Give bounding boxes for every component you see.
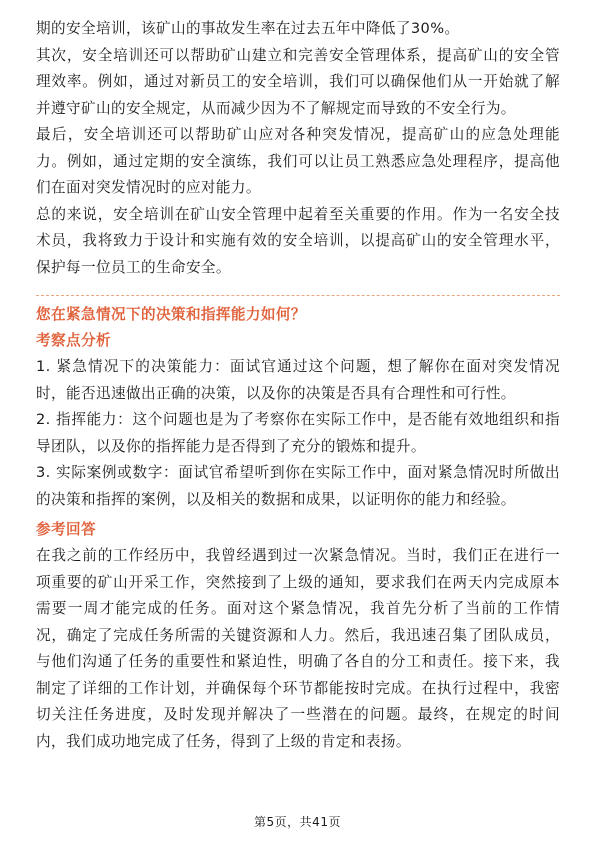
page-number-footer: 第5页，共41页: [254, 815, 341, 829]
document-page: [36, 16, 560, 755]
paragraph-conclusion: 总的来说，安全培训在矿山安全管理中起着至关重要的作用。作为一名安全技术员，我将致力于设计和实施有效的安全培训，以提高矿山的安全管理水平，保护每一位员工的生命安全。: [36, 205, 560, 276]
answer-label: 参考回答: [36, 521, 96, 538]
analysis-label: 考察点分析: [36, 332, 111, 349]
answer-paragraph: 在我之前的工作经历中，我曾经遇到过一次紧急情况。当时，我们正在进行一项重要的矿山开采工作，突然接到了上级的通知，要求我们在两天内完成原本需要一周才能完成的任务。面对这个紧急情况，我首先分析了当前的工作情况，确定了完成任务所需的关键资源和人力。然后，我迅速召集了团队成员，与他们沟通了任务的重要性和紧迫性，明确了各自的分工和责任。接下来，我制定了详细的工作计划，并确保每个环节都能按时完成。在执行过程中，我密切关注任务进度，及时发现并解决了一些潜在的问题。最终，在规定的时间内，我们成功地完成了任务，得到了上级的肯定和表扬。: [36, 547, 560, 750]
analysis-item-decision: 1. 紧急情况下的决策能力：面试官通过这个问题，想了解你在面对突发情况时，能否迅速做出正确的决策，以及你的决策是否具有合理性和可行性。: [36, 358, 560, 402]
question-heading: 您在紧急情况下的决策和指挥能力如何？: [36, 306, 306, 323]
analysis-item-command: 2. 指挥能力：这个问题也是为了考察你在实际工作中，是否能有效地组织和指导团队，以及你的指挥能力是否得到了充分的锻炼和提升。: [36, 411, 560, 455]
paragraph-management-system: 其次，安全培训还可以帮助矿山建立和完善安全管理体系，提高矿山的安全管理效率。例如，通过对新员工的安全培训，我们可以确保他们从一开始就了解并遵守矿山的安全规定，从而减少因为不了解规定而导致的不安全行为。: [36, 46, 560, 117]
analysis-item-cases: 3. 实际案例或数字：面试官希望听到你在实际工作中，面对紧急情况时所做出的决策和指挥的案例，以及相关的数据和成果，以证明你的能力和经验。: [36, 464, 560, 508]
paragraph-emergency-handling: 最后，安全培训还可以帮助矿山应对各种突发情况，提高矿山的应急处理能力。例如，通过定期的安全演练，我们可以让员工熟悉应急处理程序，提高他们在面对突发情况时的应对能力。: [36, 126, 560, 196]
section-divider: [36, 295, 560, 296]
paragraph-training-results: 期的安全培训，该矿山的事故发生率在过去五年中降低了30%。: [36, 20, 460, 37]
